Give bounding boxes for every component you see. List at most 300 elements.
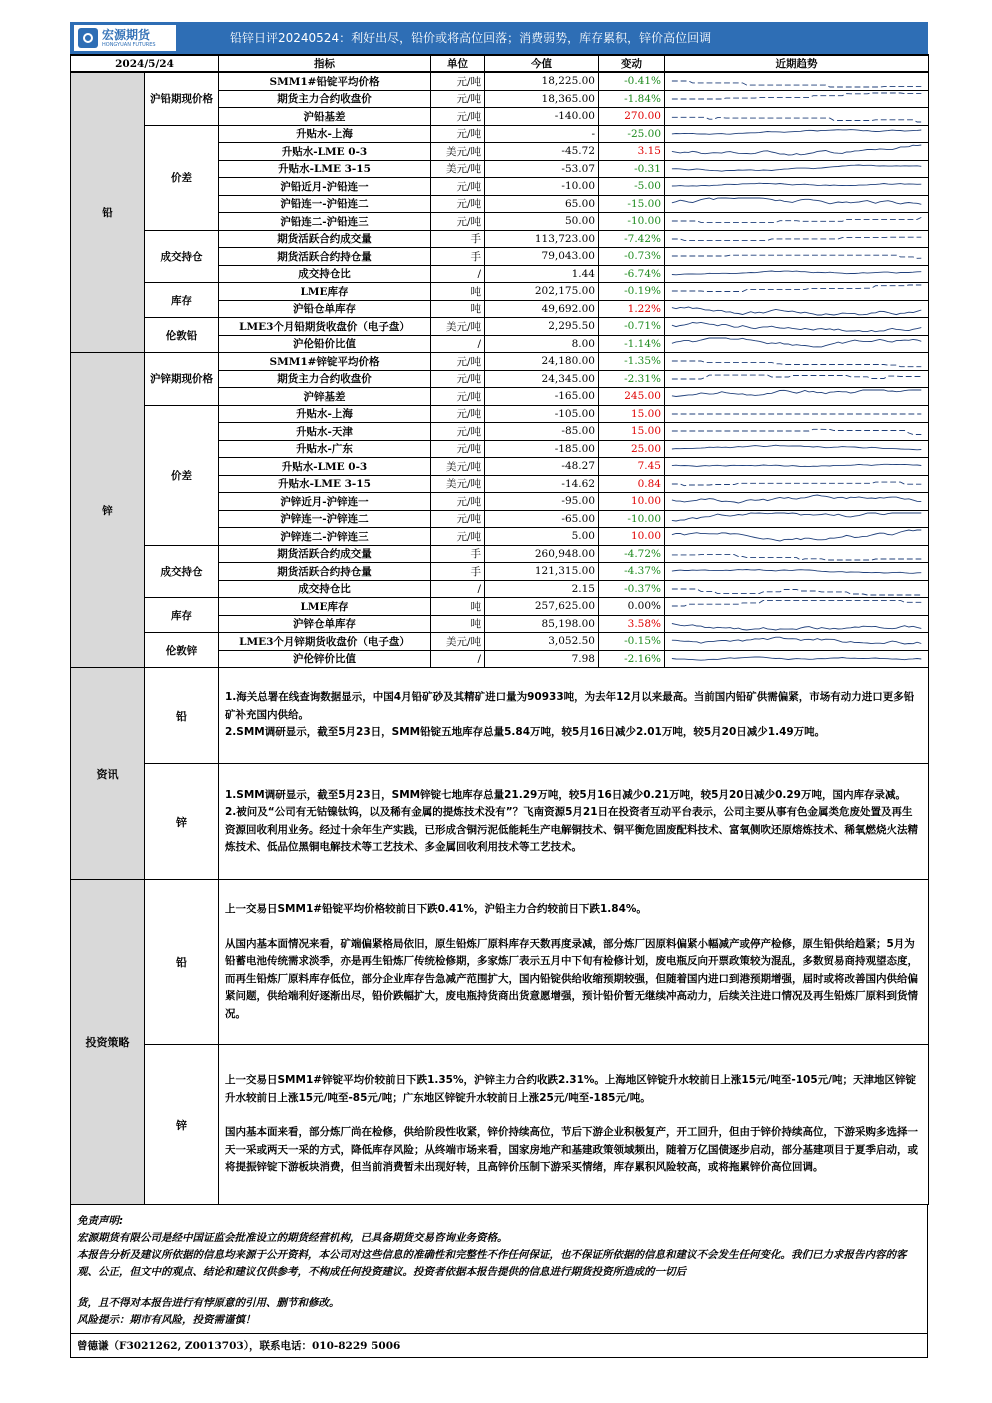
strategy-lead-text xyxy=(219,880,929,1045)
disclaimer-line-3: 货，且不得对本报告进行有悖原意的引用、删节和修改。 xyxy=(77,1297,340,1309)
indicator-change: -0.31 xyxy=(599,160,665,178)
indicator-change: 0.00% xyxy=(599,598,665,616)
trend-cell xyxy=(665,72,929,90)
indicator-name: LME3个月锌期货收盘价（电子盘） xyxy=(219,633,431,651)
indicator-name: 升贴水-LME 3-15 xyxy=(219,475,431,493)
indicator-change: -25.00 xyxy=(599,125,665,143)
indicator-name: 期货主力合约收盘价 xyxy=(219,370,431,388)
trend-sparkline xyxy=(668,388,925,404)
indicator-change: 3.58% xyxy=(599,615,665,633)
trend-line xyxy=(672,271,921,275)
indicator-unit: 元/吨 xyxy=(431,178,485,196)
indicator-change: 3.15 xyxy=(599,143,665,161)
trend-line xyxy=(672,285,921,292)
col-indicator: 指标 xyxy=(219,55,431,72)
indicator-unit: 元/吨 xyxy=(431,405,485,423)
trend-cell xyxy=(665,248,929,266)
indicator-name: 沪锌仓单库存 xyxy=(219,615,431,633)
indicator-value: 2,295.50 xyxy=(485,318,599,336)
indicator-unit: 美元/吨 xyxy=(431,318,485,336)
news-lead-label: 铅 xyxy=(145,668,219,764)
indicator-change: -10.00 xyxy=(599,213,665,231)
trend-cell xyxy=(665,265,929,283)
trend-sparkline xyxy=(668,248,925,264)
indicator-value: 5.00 xyxy=(485,528,599,546)
group-name: 库存 xyxy=(145,598,219,633)
indicator-name: LME3个月铅期货收盘价（电子盘） xyxy=(219,318,431,336)
indicator-value: 2.15 xyxy=(485,580,599,598)
col-change: 变动 xyxy=(599,55,665,72)
indicator-name: 期货主力合约收盘价 xyxy=(219,90,431,108)
trend-line xyxy=(672,307,921,315)
indicator-unit: 美元/吨 xyxy=(431,160,485,178)
indicator-value: 85,198.00 xyxy=(485,615,599,633)
indicator-unit: 手 xyxy=(431,248,485,266)
indicator-unit: 美元/吨 xyxy=(431,143,485,161)
indicator-change: -1.35% xyxy=(599,353,665,371)
disclaimer xyxy=(70,1205,928,1334)
indicator-value: -45.72 xyxy=(485,143,599,161)
indicator-change: -7.42% xyxy=(599,230,665,248)
trend-line xyxy=(672,554,921,559)
indicator-value: 257,625.00 xyxy=(485,598,599,616)
trend-line xyxy=(672,218,921,223)
trend-cell xyxy=(665,178,929,196)
indicator-value: -48.27 xyxy=(485,458,599,476)
indicator-value: 113,723.00 xyxy=(485,230,599,248)
indicator-value: -105.00 xyxy=(485,405,599,423)
indicator-unit: 吨 xyxy=(431,300,485,318)
trend-line xyxy=(672,390,921,397)
indicator-unit: / xyxy=(431,580,485,598)
indicator-unit: / xyxy=(431,650,485,668)
news-lead-text xyxy=(219,668,929,764)
group-name: 伦敦铅 xyxy=(145,318,219,353)
trend-sparkline xyxy=(668,581,925,597)
trend-sparkline xyxy=(668,178,925,194)
trend-line xyxy=(672,495,921,503)
table-header-row xyxy=(71,55,929,72)
trend-cell xyxy=(665,633,929,651)
indicator-name: 沪铅连一-沪铅连二 xyxy=(219,195,431,213)
strategy-zinc-text xyxy=(219,1045,929,1205)
trend-sparkline xyxy=(668,143,925,159)
trend-line xyxy=(672,118,921,123)
trend-line xyxy=(672,601,921,607)
trend-sparkline xyxy=(668,528,925,544)
trend-sparkline xyxy=(668,126,925,142)
indicator-change: 1.22% xyxy=(599,300,665,318)
indicator-change: 270.00 xyxy=(599,108,665,126)
group-name: 成交持仓 xyxy=(145,545,219,598)
indicator-unit: 元/吨 xyxy=(431,440,485,458)
indicator-name: 沪锌连一-沪锌连二 xyxy=(219,510,431,528)
trend-sparkline xyxy=(668,546,925,562)
indicator-name: 升贴水-广东 xyxy=(219,440,431,458)
indicator-unit: 吨 xyxy=(431,283,485,301)
indicator-value: -185.00 xyxy=(485,440,599,458)
indicator-change: -0.15% xyxy=(599,633,665,651)
indicator-unit: 元/吨 xyxy=(431,353,485,371)
indicator-name: 期货活跃合约持仓量 xyxy=(219,563,431,581)
trend-cell xyxy=(665,580,929,598)
trend-line xyxy=(672,165,921,171)
trend-cell xyxy=(665,423,929,441)
indicator-value: -165.00 xyxy=(485,388,599,406)
indicator-name: 沪铅仓单库存 xyxy=(219,300,431,318)
group-name: 成交持仓 xyxy=(145,230,219,283)
indicator-change: 0.84 xyxy=(599,475,665,493)
trend-cell xyxy=(665,318,929,336)
trend-cell xyxy=(665,125,929,143)
indicator-unit: 元/吨 xyxy=(431,528,485,546)
indicator-value: - xyxy=(485,125,599,143)
indicator-value: -85.00 xyxy=(485,423,599,441)
trend-sparkline xyxy=(668,283,925,299)
indicator-name: 期货活跃合约持仓量 xyxy=(219,248,431,266)
indicator-value: -10.00 xyxy=(485,178,599,196)
trend-cell xyxy=(665,230,929,248)
col-unit: 单位 xyxy=(431,55,485,72)
indicator-unit: 元/吨 xyxy=(431,213,485,231)
trend-line xyxy=(672,530,921,541)
indicator-change: -1.84% xyxy=(599,90,665,108)
trend-line xyxy=(672,338,921,347)
indicator-value: 1.44 xyxy=(485,265,599,283)
trend-line xyxy=(672,623,921,630)
trend-line xyxy=(672,81,921,87)
trend-cell xyxy=(665,160,929,178)
indicator-unit: 手 xyxy=(431,230,485,248)
indicator-name: 沪锌连二-沪锌连三 xyxy=(219,528,431,546)
indicator-name: 升贴水-天津 xyxy=(219,423,431,441)
analyst-contact: 曾德谦（F3021262, Z0013703），联系电话：010-8229 5006 xyxy=(70,1334,928,1358)
indicator-change: 15.00 xyxy=(599,405,665,423)
table-row xyxy=(71,598,929,616)
trend-sparkline xyxy=(668,353,925,369)
indicator-value: 65.00 xyxy=(485,195,599,213)
trend-cell xyxy=(665,563,929,581)
trend-cell xyxy=(665,510,929,528)
trend-sparkline xyxy=(668,301,925,317)
indicator-name: 成交持仓比 xyxy=(219,580,431,598)
indicator-change: -0.37% xyxy=(599,580,665,598)
indicator-change: -0.41% xyxy=(599,72,665,90)
trend-sparkline xyxy=(668,563,925,579)
trend-sparkline xyxy=(668,493,925,509)
trend-cell xyxy=(665,370,929,388)
logo-english-name: HONGYUAN FUTURES xyxy=(102,41,156,48)
news-zinc-label: 锌 xyxy=(145,764,219,880)
trend-line xyxy=(672,183,921,186)
trend-sparkline xyxy=(668,73,925,89)
trend-sparkline xyxy=(668,213,925,229)
trend-line xyxy=(672,237,921,240)
trend-cell xyxy=(665,195,929,213)
trend-line xyxy=(672,430,921,435)
strategy-zinc-para-1: 上一交易日SMM1#锌锭平均价较前日下跌1.35%，沪锌主力合约收跌2.31%。上海地区锌锭升水较前日上涨15元/吨至-105元/吨；天津地区锌锭升水较前日上涨15元/吨至-85元/吨；广东地区锌锭升水较前日上涨25元/吨至-185元/吨。 xyxy=(225,1074,916,1104)
indicator-unit: 元/吨 xyxy=(431,493,485,511)
indicator-change: 25.00 xyxy=(599,440,665,458)
indicator-table xyxy=(70,54,929,668)
indicator-value: 3,052.50 xyxy=(485,633,599,651)
trend-line xyxy=(672,589,921,595)
disclaimer-line-4: 风险提示：期市有风险，投资需谨慎！ xyxy=(77,1314,256,1326)
indicator-change: -2.31% xyxy=(599,370,665,388)
indicator-name: 沪锌基差 xyxy=(219,388,431,406)
trend-sparkline xyxy=(668,598,925,614)
logo-icon xyxy=(78,28,98,48)
disclaimer-line-2: 本报告分析及建议所依据的信息均来源于公开资料，本公司对这些信息的准确性和完整性不作任何保证，也不保证所依据的信息和建议不会发生任何变化。我们已力求报告内容的客观、公正，但文中的观点、结论和建议仅供参考，不构成任何投资建议。投资者依据本报告提供的信息进行期货投资所造成的一切后 xyxy=(77,1249,907,1278)
trend-sparkline xyxy=(668,161,925,177)
indicator-name: 升贴水-上海 xyxy=(219,405,431,423)
indicator-unit: 元/吨 xyxy=(431,195,485,213)
trend-sparkline xyxy=(668,108,925,124)
indicator-unit: / xyxy=(431,265,485,283)
indicator-change: 10.00 xyxy=(599,493,665,511)
indicator-value: 121,315.00 xyxy=(485,563,599,581)
indicator-value: 260,948.00 xyxy=(485,545,599,563)
indicator-name: 成交持仓比 xyxy=(219,265,431,283)
news-label: 资讯 xyxy=(71,668,145,880)
news-zinc-para-1: 1.SMM调研显示，截至5月23日，SMM锌锭七地库存总量21.29万吨，较5月16日减少0.21万吨，较5月20日减少0.29万吨，国内库存录减。 xyxy=(225,788,906,801)
indicator-value: 202,175.00 xyxy=(485,283,599,301)
news-lead-para-2: 2.SMM调研显示，截至5月23日，SMM铅锭五地库存总量5.84万吨，较5月16日减少2.01万吨，较5月20日减少1.49万吨。 xyxy=(225,726,826,739)
indicator-name: 沪伦铅价比值 xyxy=(219,335,431,353)
trend-cell xyxy=(665,545,929,563)
indicator-unit: 元/吨 xyxy=(431,125,485,143)
disclaimer-title: 免责声明: xyxy=(77,1215,124,1227)
company-logo xyxy=(74,25,176,51)
trend-cell xyxy=(665,300,929,318)
trend-sparkline xyxy=(668,196,925,212)
trend-line xyxy=(672,323,921,332)
indicator-name: 沪锌近月-沪锌连一 xyxy=(219,493,431,511)
trend-sparkline xyxy=(668,336,925,352)
indicator-change: -15.00 xyxy=(599,195,665,213)
col-trend: 近期趋势 xyxy=(665,55,929,72)
indicator-change: -6.74% xyxy=(599,265,665,283)
strategy-label: 投资策略 xyxy=(71,880,145,1205)
indicator-unit: 吨 xyxy=(431,598,485,616)
indicator-unit: 元/吨 xyxy=(431,108,485,126)
trend-sparkline xyxy=(668,91,925,107)
lead-category: 铅 xyxy=(71,72,145,353)
indicator-change: -0.73% xyxy=(599,248,665,266)
indicator-unit: 元/吨 xyxy=(431,423,485,441)
trend-line xyxy=(672,637,921,644)
trend-cell xyxy=(665,283,929,301)
indicator-name: SMM1#铅锭平均价格 xyxy=(219,72,431,90)
indicator-name: 期货活跃合约成交量 xyxy=(219,230,431,248)
indicator-name: 期货活跃合约成交量 xyxy=(219,545,431,563)
trend-cell xyxy=(665,458,929,476)
indicator-unit: 手 xyxy=(431,545,485,563)
trend-sparkline xyxy=(668,511,925,527)
trend-line xyxy=(672,361,921,367)
trend-line xyxy=(672,375,921,379)
table-row xyxy=(71,283,929,301)
report-date: 2024/5/24 xyxy=(71,55,219,72)
indicator-name: 沪铅基差 xyxy=(219,108,431,126)
indicator-name: 沪铅近月-沪铅连一 xyxy=(219,178,431,196)
disclaimer-line-1: 宏源期货有限公司是经中国证监会批准设立的期货经营机构，已具备期货交易咨询业务资格。 xyxy=(77,1232,508,1244)
indicator-value: 8.00 xyxy=(485,335,599,353)
indicator-value: 18,365.00 xyxy=(485,90,599,108)
indicator-change: 15.00 xyxy=(599,423,665,441)
indicator-name: 升贴水-LME 0-3 xyxy=(219,458,431,476)
trend-line xyxy=(672,198,921,204)
indicator-value: 18,225.00 xyxy=(485,72,599,90)
indicator-name: 升贴水-上海 xyxy=(219,125,431,143)
trend-sparkline xyxy=(668,633,925,649)
indicator-change: 10.00 xyxy=(599,528,665,546)
trend-cell xyxy=(665,615,929,633)
trend-sparkline xyxy=(668,266,925,282)
indicator-value: -53.07 xyxy=(485,160,599,178)
indicator-change: 7.45 xyxy=(599,458,665,476)
trend-cell xyxy=(665,213,929,231)
table-row xyxy=(71,353,929,371)
strategy-section xyxy=(70,879,929,1205)
trend-cell xyxy=(665,388,929,406)
trend-line xyxy=(672,445,921,450)
trend-sparkline xyxy=(668,231,925,247)
trend-sparkline xyxy=(668,458,925,474)
trend-sparkline xyxy=(668,318,925,334)
indicator-value: 7.98 xyxy=(485,650,599,668)
trend-cell xyxy=(665,353,929,371)
trend-cell xyxy=(665,598,929,616)
indicator-value: 24,345.00 xyxy=(485,370,599,388)
trend-cell xyxy=(665,108,929,126)
strategy-zinc-label: 锌 xyxy=(145,1045,219,1205)
news-zinc-para-2: 2.被问及“公司有无钴镍钛钨，以及稀有金属的提炼技术没有”？飞南资源5月21日在投资者互动平台表示，公司主要从事有色金属类危废处置及再生资源回收利用业务。经过十余年生产实践，已形成含铜污泥低能耗生产电解铜技术、铜平衡危固废配料技术、富氧侧吹还原熔炼技术、稀氧燃烧火法精炼技术、低品位黑铜电解技术等工艺技术、多金属回收利用技术等工艺技术。 xyxy=(225,806,918,853)
news-section xyxy=(70,667,929,880)
news-lead-para-1: 1.海关总署在线查询数据显示，中国4月铅矿砂及其精矿进口量为90933吨，为去年12月以来最高。当前国内铅矿供需偏紧，市场有动力进口更多铅矿补充国内供给。 xyxy=(225,691,915,721)
trend-cell xyxy=(665,405,929,423)
report-frame xyxy=(70,22,928,1358)
indicator-unit: 美元/吨 xyxy=(431,458,485,476)
indicator-change: -4.72% xyxy=(599,545,665,563)
trend-sparkline xyxy=(668,441,925,457)
indicator-unit: 美元/吨 xyxy=(431,475,485,493)
indicator-change: -0.19% xyxy=(599,283,665,301)
table-row xyxy=(71,633,929,651)
indicator-unit: 元/吨 xyxy=(431,510,485,528)
trend-cell xyxy=(665,90,929,108)
group-name: 伦敦锌 xyxy=(145,633,219,668)
table-row xyxy=(71,318,929,336)
trend-sparkline xyxy=(668,616,925,632)
trend-cell xyxy=(665,475,929,493)
indicator-value: -14.62 xyxy=(485,475,599,493)
indicator-value: -65.00 xyxy=(485,510,599,528)
trend-cell xyxy=(665,528,929,546)
indicator-change: -5.00 xyxy=(599,178,665,196)
trend-cell xyxy=(665,143,929,161)
zinc-category: 锌 xyxy=(71,353,145,668)
news-zinc-text xyxy=(219,764,929,880)
indicator-change: -1.14% xyxy=(599,335,665,353)
trend-cell xyxy=(665,440,929,458)
trend-sparkline xyxy=(668,371,925,387)
indicator-name: 沪铅连二-沪铅连三 xyxy=(219,213,431,231)
indicator-value: 79,043.00 xyxy=(485,248,599,266)
indicator-change: -10.00 xyxy=(599,510,665,528)
trend-line xyxy=(672,129,921,134)
group-name: 沪锌期现价格 xyxy=(145,353,219,406)
group-name: 沪铅期现价格 xyxy=(145,72,219,125)
table-row xyxy=(71,545,929,563)
indicator-name: 升贴水-LME 0-3 xyxy=(219,143,431,161)
report-header xyxy=(70,22,928,54)
trend-sparkline xyxy=(668,651,925,667)
group-name: 价差 xyxy=(145,405,219,545)
col-value: 今值 xyxy=(485,55,599,72)
indicator-unit: 元/吨 xyxy=(431,72,485,90)
indicator-unit: 手 xyxy=(431,563,485,581)
trend-sparkline xyxy=(668,406,925,422)
strategy-zinc-para-2: 国内基本面来看，部分炼厂尚在检修，供给阶段性收紧，锌价持续高位，节后下游企业积极复产，开工回升，但由于锌价持续高位，下游采购多选择一天一采或两天一采的方式，降低库存风险；从终端市场来看，国家房地产和基建政策领域频出，随着万亿国债逐步启动，部分基建项目于夏季启动，或将提振锌锭下游板块消费，但当前消费暂未出现好转，且高锌价压制下游采买情绪，库存累积风险较高，或将拖累锌价高位回调。 xyxy=(225,1126,918,1174)
indicator-value: -140.00 xyxy=(485,108,599,126)
trend-line xyxy=(672,255,921,258)
trend-line xyxy=(672,145,921,155)
indicator-value: 50.00 xyxy=(485,213,599,231)
indicator-unit: 元/吨 xyxy=(431,90,485,108)
trend-line xyxy=(672,482,921,486)
indicator-unit: 吨 xyxy=(431,615,485,633)
group-name: 库存 xyxy=(145,283,219,318)
trend-line xyxy=(672,657,921,660)
trend-cell xyxy=(665,650,929,668)
report-title: 铅锌日评20240524：利好出尽，铅价或将高位回落；消费弱势，库存累积，锌价高位回调 xyxy=(230,31,712,45)
trend-line xyxy=(672,570,921,574)
trend-cell xyxy=(665,335,929,353)
strategy-lead-para-2: 从国内基本面情况来看，矿端偏紧格局依旧，原生铅炼厂原料库存天数再度录减，部分炼厂因原料偏紧小幅减产或停产检修，原生铅供给趋紧；5月为铅蓄电池传统需求淡季，亦是再生铅炼厂传统检修期，多家炼厂表示五月中下旬有检修计划，废电瓶反向开票政策较为混乱，多数贸易商持观望态度，而再生铅炼厂原料库存低位，部分企业库存告急减产范围扩大，国内铅锭供给收缩预期较强，但随着国内进口到港预期增强，届时或将改善国内供给偏紧问题，供给端利好逐渐出尽，铅价跌幅扩大，废电瓶持货商出货意愿增强，预计铅价暂无继续冲高动力，后续关注进口情况及再生铅炼厂原料到货情况。 xyxy=(225,937,918,1020)
table-row xyxy=(71,230,929,248)
trend-sparkline xyxy=(668,423,925,439)
table-row xyxy=(71,125,929,143)
indicator-unit: 美元/吨 xyxy=(431,633,485,651)
indicator-unit: / xyxy=(431,335,485,353)
indicator-change: -0.71% xyxy=(599,318,665,336)
indicator-change: -4.37% xyxy=(599,563,665,581)
table-row xyxy=(71,72,929,90)
indicator-name: 沪伦锌价比值 xyxy=(219,650,431,668)
trend-cell xyxy=(665,493,929,511)
indicator-change: 245.00 xyxy=(599,388,665,406)
indicator-unit: 元/吨 xyxy=(431,370,485,388)
indicator-name: SMM1#锌锭平均价格 xyxy=(219,353,431,371)
table-row xyxy=(71,405,929,423)
indicator-value: -95.00 xyxy=(485,493,599,511)
trend-sparkline xyxy=(668,476,925,492)
indicator-unit: 元/吨 xyxy=(431,388,485,406)
trend-line xyxy=(672,93,921,99)
indicator-name: 升贴水-LME 3-15 xyxy=(219,160,431,178)
group-name: 价差 xyxy=(145,125,219,230)
trend-line xyxy=(672,465,921,467)
indicator-value: 24,180.00 xyxy=(485,353,599,371)
strategy-lead-para-1: 上一交易日SMM1#铅锭平均价格较前日下跌0.41%，沪铅主力合约较前日下跌1.84%。 xyxy=(225,903,647,915)
indicator-change: -2.16% xyxy=(599,650,665,668)
indicator-name: LME库存 xyxy=(219,283,431,301)
trend-line xyxy=(672,513,921,521)
logo-name: 宏源期货 xyxy=(102,27,151,42)
indicator-value: 49,692.00 xyxy=(485,300,599,318)
strategy-lead-label: 铅 xyxy=(145,880,219,1045)
